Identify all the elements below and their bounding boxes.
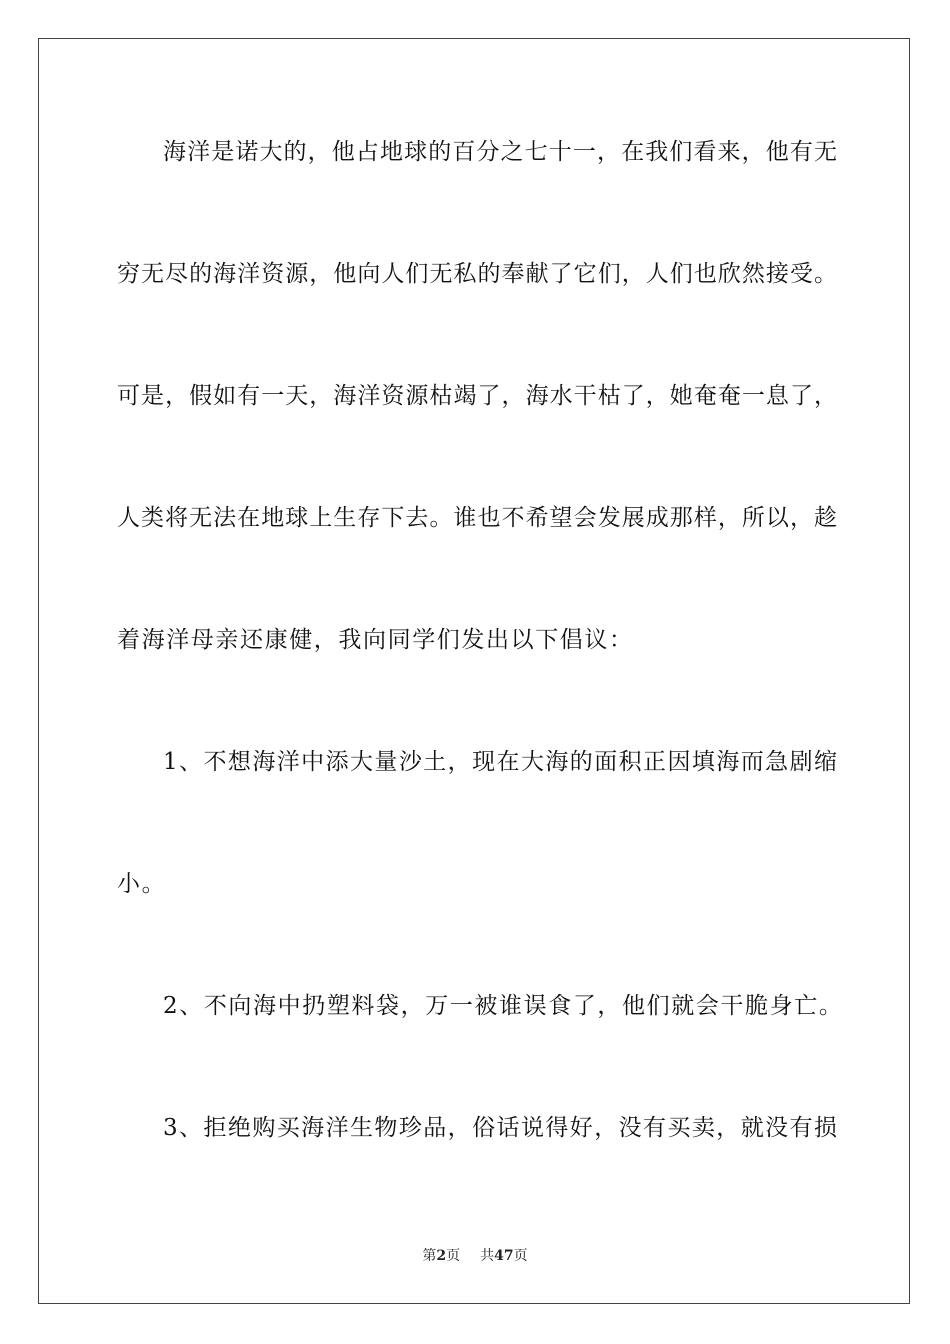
paragraph-line-1: 海洋是诺大的，他占地球的百分之七十一，在我们看来，他有无 xyxy=(163,139,837,165)
paragraph-line-4: 人类将无法在地球上生存下去。谁也不希望会发展成那样，所以，趁 xyxy=(117,505,837,531)
proposal-item-2: 2、不向海中扔塑料袋，万一被谁误食了，他们就会干脆身亡。 xyxy=(163,993,844,1019)
footer-page-number: 2 xyxy=(436,1248,447,1264)
proposal-item-1-line-2: 小。 xyxy=(117,871,167,897)
footer-total-suffix: 页 xyxy=(513,1248,528,1264)
footer-page-prefix: 第 xyxy=(422,1248,437,1264)
paragraph-line-2: 穷无尽的海洋资源，他向人们无私的奉献了它们，人们也欣然接受。 xyxy=(117,261,837,287)
page-footer xyxy=(0,1247,950,1265)
proposal-item-1-line-1: 1、不想海洋中添大量沙土，现在大海的面积正因填海而急剧缩 xyxy=(163,749,837,775)
paragraph-line-5: 着海洋母亲还康健，我向同学们发出以下倡议： xyxy=(117,627,634,653)
footer-total-pages: 47 xyxy=(494,1248,514,1264)
paragraph-line-3: 可是，假如有一天，海洋资源枯竭了，海水干枯了，她奄奄一息了， xyxy=(117,383,837,409)
proposal-item-3-line-1: 3、拒绝购买海洋生物珍品，俗话说得好，没有买卖，就没有损 xyxy=(163,1115,837,1141)
footer-page-suffix: 页 xyxy=(446,1248,461,1264)
footer-total-prefix: 共 xyxy=(480,1248,495,1264)
